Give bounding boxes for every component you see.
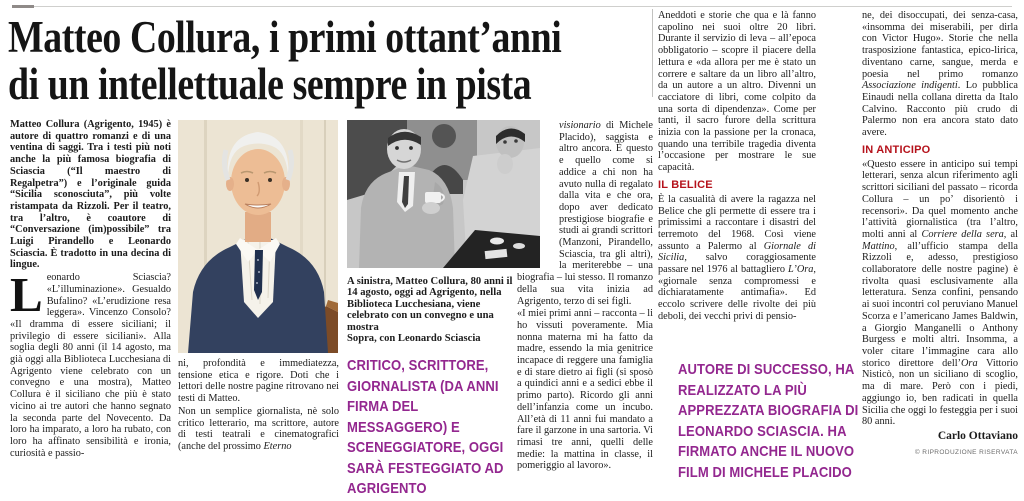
body-paragraph: È la casualità di avere la ragazza nel Belice che gli permette di essere tra i primissimi a raccontare i disastri del terremoto del 1968. Così viene assunto a Palermo al Giornale di Sicilia, salvo coraggiosamente passare nel 1976 al battagliero L’Ora, «giornale senza compromessi e dichiaratamente antimafia». Ed eccolo scrivere delle rivolte dei più deboli, dei vecchi privi di pensio- — [658, 193, 816, 322]
body-paragraph: visionario di Michele Placido), saggista e altro ancora. È questo e quello come si addice a chi non ha avuto nulla di regalato dalla vita e che ora, dopo aver dedicato prestigiose biografie e studi ai grandi scrittori (Manzoni, Pirandello, Sciascia, tra gli altri), la meriterebbe – una biografia – lui stesso. Il romanzo della sua vita inizia ad Agrigento, terzo di sei figli. — [517, 120, 653, 307]
author-byline: Carlo Ottaviano — [937, 429, 1018, 442]
drop-cap: L — [10, 267, 43, 323]
body-paragraph: «Questo essere in anticipo sui tempi letterari, senza alcun riferimento agli scrittori siciliani del passato – ricorda Collura – un po’ disorientò i recensori». Da quel momento anche l’attività giornalistica (tra l’altro, molti anni al Corriere della sera, al Mattino, all’ufficio stampa della Rizzoli e, adesso, prestigioso collaboratore delle nostre pagine) è rivolta quasi esclusivamente alla letteratura. Senza confini, pensando ai suoi incontri col peruviano Manuel Scorza e l’americano James Baldwin, a Giorgio Manganelli o Anthony Burgess e molti altri. Insomma, a voler citare l’immagine cara allo storico direttore dell’Ora Vittorio Nisticò, non un siciliano di scoglio, ma di mare. Però con i piedi, aggiungo io, ben radicati in quella Sicilia che oggi lo festeggia per i suoi 80 anni. — [862, 158, 1019, 428]
column-5 — [658, 10, 816, 323]
headline-line-2: di un intellettuale sempre in pista — [8, 59, 532, 109]
caption-text: Sopra, con Leonardo Sciascia — [347, 333, 481, 345]
subhead-in-anticipo: IN ANTICIPO — [862, 143, 931, 156]
headline-line-1: Matteo Collura, i primi ottant’anni — [8, 12, 562, 62]
caption-text: A sinistra, Matteo Collura, 80 anni il 14 agosto, oggi ad Agrigento, nella Biblioteca Lucchesiana, viene celebrato con un convegno e una mostra — [347, 276, 513, 333]
copyright-notice: © RIPRODUZIONE RISERVATA — [914, 448, 1018, 456]
collura-sciascia-bw-photo — [347, 120, 540, 268]
photo-caption — [347, 276, 519, 344]
article-headline — [8, 14, 672, 108]
kicker-left: CRITICO, SCRITTORE, GIORNALISTA (DA ANNI FIRMA DEL MESSAGGERO) E SCENEGGIATORE, OGGI SARÀ FESTEGGIATO AD AGRIGENTO — [347, 357, 504, 497]
body-paragraph: Aneddoti e storie che qua e là fanno capolino nei suoi oltre 20 libri. Durante il servizio di leva – all’epoca obbligatorio – scopre il piacere della lettura e «da allora per me è stato un correre e saltare da un libro all’altro, da un autore a un altro. Divenni un cacciatore di libri, come colpito da una sorta di dipendenza». Come per tanti, il sacro furore della scrittura inizia con la passione per la cronaca, quando una terribile tragedia diventa l’occasione per mostrare le sue capacità. — [658, 10, 816, 174]
column-6 — [862, 10, 1018, 458]
body-paragraph: ni, profondità e immediatezza, tensione etica e rigore. Doti che i lettori delle nostre pagine ritrovano nei testi di Matteo. — [178, 358, 339, 405]
matteo-collura-portrait-photo — [178, 120, 338, 353]
column-2 — [178, 358, 339, 453]
body-paragraph: Non un semplice giornalista, nè solo critico letterario, ma scrittore, autore di testi teatrali e cinematografici (anche del prossimo Eterno — [178, 405, 339, 452]
body-paragraph — [10, 267, 171, 459]
top-rule — [12, 6, 1012, 7]
photo-wrap-spacer — [517, 120, 559, 268]
body-text: eonardo Sciascia? «L’illuminazione». Gesualdo Bufalino? «L’erudizione resa leggera». Vincenzo Consolo? «Il dramma di essere siciliani; il privilegio di essere siciliani». Alla soglia degli 80 anni (il 14 agosto, ma già oggi alla Biblioteca Lucchesiana di Agrigento viene celebrato con un convegno e una mostra), Matteo Collura è il siciliano che più è stato vicino ai tre autori che hanno segnato la seconda parte del Novecento. Da loro ha imparato, a loro ha rubato, con loro ha affinato sensibilità e ironia, curiosità e passio- — [10, 272, 171, 459]
column-1 — [10, 119, 171, 459]
kicker-right: AUTORE DI SUCCESSO, HA REALIZZATO LA PIÙ APPREZZATA BIOGRAFIA DI LEONARDO SCIASCIA. HA FIRMATO ANCHE IL NUOVO FILM DI MICHELE PLACIDO — [678, 361, 859, 481]
column-4 — [517, 120, 653, 472]
intro-bio-paragraph: Matteo Collura (Agrigento, 1945) è autore di quattro romanzi e di una ventina di saggi. Tra i testi più noti anche la più famosa biografia di Sciascia (“Il maestro di Regalpetra”) e l’originale guida “Sicilia sconosciuta”, più volte ristampata da Rizzoli. Per il teatro, tra l’altro, è coautore di “Conversazione (im)possibile” tra Luigi Pirandello e Leonardo Sciascia. È tradotto in una decina di lingue. — [10, 119, 171, 271]
subhead-il-belice: IL BELICE — [658, 178, 713, 191]
body-paragraph: «I miei primi anni – racconta – li ho vissuti poveramente. Mia nonna materna mi ha fatto da madre, essendo la mia genitrice incapace di reggere una famiglia e di stare dietro ai figli (si sposò a quindici anni e a sedici ebbe il primo parto). Ricordo gli anni dell’infanzia come un incubo. All’età di 11 anni fui mandato a fare il garzone in una sartoria. Vi rimasi tre anni, quelli delle medie: la mattina in classe, il pomeriggio al lavoro». — [517, 308, 653, 472]
top-rule-tick — [12, 5, 34, 8]
body-paragraph: ne, dei disoccupati, dei senza-casa, «insomma dei miserabili, per dirla con Victor Hugo». Storie che nella trasposizione fantastica, epico-lirica, diventano carne, sangue, merda e poesia nel primo romanzo Associazione indigenti. Lo pubblica Einaudi nella collana diretta da Italo Calvino. Racconto più crudo di Palermo non era ancora stato dato avere. — [862, 10, 1018, 139]
